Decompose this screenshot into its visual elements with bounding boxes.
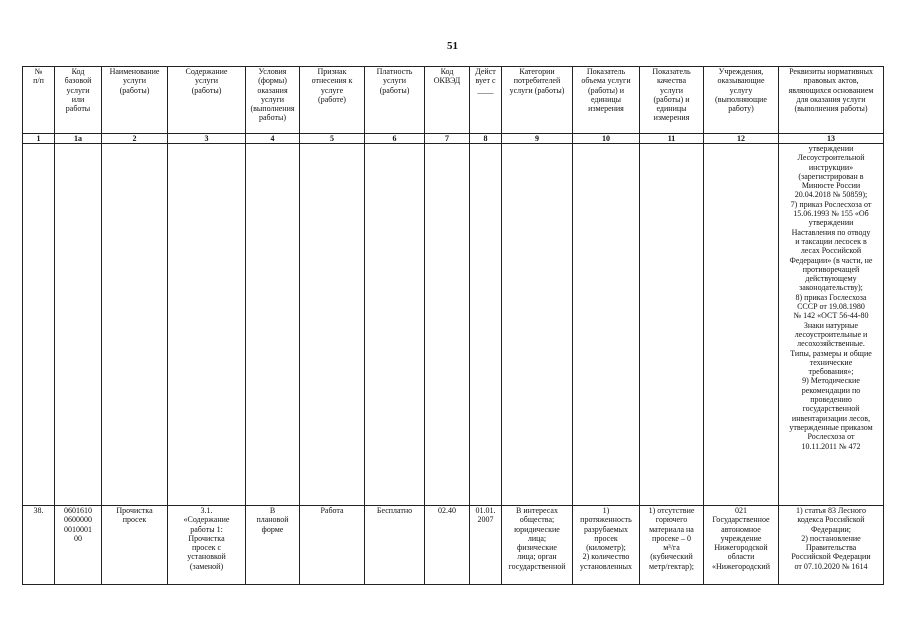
header-cell: Содержание услуги (работы) [168,67,246,134]
empty-cell [168,144,246,506]
column-number: 12 [704,134,779,144]
okved-code-cell: 02.40 [425,506,470,585]
attribute-cell: Работа [300,506,365,585]
conditions-cell: В плановой форме [246,506,300,585]
quality-indicator-cell: 1) отсутствие горючего материала на просеке – 0 м³/га (кубический метр/гектар); [640,506,704,585]
legal-acts-cell: 1) статья 83 Лесного кодекса Российской Федерации; 2) постановление Правительства Российской Федерации от 07.10.2020 № 1614 [779,506,884,585]
header-cell: Код базовой услуги или работы [55,67,102,134]
column-number: 7 [425,134,470,144]
header-cell: Показатель качества услуги (работы) и единицы измерения [640,67,704,134]
column-number: 5 [300,134,365,144]
header-row [23,67,884,134]
empty-cell [102,144,168,506]
services-registry-table [22,66,884,585]
header-cell: Наименование услуги (работы) [102,67,168,134]
table-row [23,506,884,585]
column-number: 11 [640,134,704,144]
consumer-categories-cell: В интересах общества; юридические лица; физические лица; орган государственной [502,506,573,585]
header-cell: Категории потребителей услуги (работы) [502,67,573,134]
base-service-code-cell: 0601610 0600000 0010001 00 [55,506,102,585]
empty-cell [23,144,55,506]
header-cell: Условия (формы) оказания услуги (выполнения работы) [246,67,300,134]
column-number: 9 [502,134,573,144]
empty-cell [704,144,779,506]
empty-cell [55,144,102,506]
row-number-cell: 38. [23,506,55,585]
header-cell: Показатель объема услуги (работы) и единицы измерения [573,67,640,134]
column-number: 4 [246,134,300,144]
column-number: 6 [365,134,425,144]
header-cell: Платность услуги (работы) [365,67,425,134]
empty-cell [365,144,425,506]
effective-date-cell: 01.01. 2007 [470,506,502,585]
column-number: 13 [779,134,884,144]
column-number: 1 [23,134,55,144]
service-content-cell: 3.1. «Содержание работы 1: Прочистка просек с установкой (заменой) [168,506,246,585]
column-number: 1а [55,134,102,144]
column-number: 10 [573,134,640,144]
header-cell: Код ОКВЭД [425,67,470,134]
empty-cell [502,144,573,506]
payment-cell: Бесплатно [365,506,425,585]
header-cell: Учреждения, оказывающие услугу (выполняющие работу) [704,67,779,134]
continuation-row [23,144,884,506]
empty-cell [640,144,704,506]
column-number: 2 [102,134,168,144]
empty-cell [425,144,470,506]
empty-cell [470,144,502,506]
header-cell: Реквизиты нормативных правовых актов, являющихся основанием для оказания услуги (выполнения работы) [779,67,884,134]
service-name-cell: Прочистка просек [102,506,168,585]
header-cell: № п/п [23,67,55,134]
volume-indicator-cell: 1) протяженность разрубаемых просек (километр); 2) количество установленных [573,506,640,585]
column-number: 8 [470,134,502,144]
header-cell: Дейст вует с ____ [470,67,502,134]
column-number-row [23,134,884,144]
empty-cell [573,144,640,506]
institutions-cell: 021 Государственное автономное учреждение Нижегородской области «Нижегородский [704,506,779,585]
column-number: 3 [168,134,246,144]
legal-acts-continuation-cell: утверждении Лесоустроительной инструкции» (зарегистрирован в Минюсте России 20.04.2018 № 50859); 7) приказ Рослесхоза от 15.06.1993 № 155 «Об утверждении Наставления по отводу и таксации лесосек в лесах Российской Федерации» (в части, не противоречащей действующему законодательству); 8) приказ Гослесхоза СССР от 19.08.1980 № 142 «ОСТ 56-44-80 Знаки натурные лесоустроительные и лесохозяйственные. Типы, размеры и общие технические требования»; 9) Методические рекомендации по проведению государственной инвентаризации лесов, утвержденные приказом Рослесхоза от 10.11.2011 № 472 [779,144,884,506]
empty-cell [246,144,300,506]
empty-cell [300,144,365,506]
page-number: 51 [447,40,458,52]
header-cell: Признак отнесения к услуге (работе) [300,67,365,134]
